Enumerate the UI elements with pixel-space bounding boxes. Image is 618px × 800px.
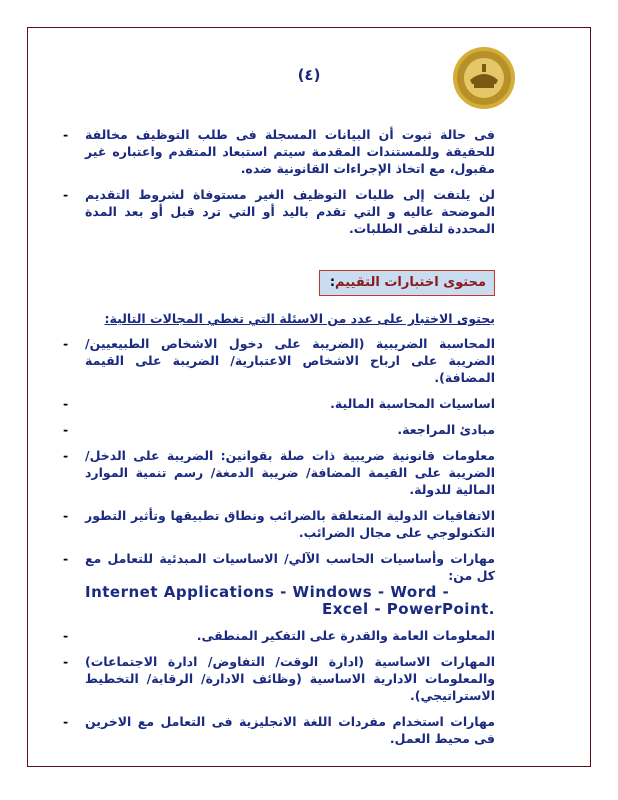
- section-heading: [319, 270, 495, 296]
- list-item-text: الاتفاقيات الدولية المتعلقة بالضرائب ونطاق تطبيقها وتأثير التطور التكنولوجي على مجال الضرائب.: [85, 508, 495, 540]
- list-item-text: مبادئ المراجعة.: [397, 422, 495, 437]
- bullet: -: [63, 714, 69, 729]
- list-item-text: المحاسبة الضريبية (الضريبة على دخول الاشخاص الطبيعيين/ الضريبة على ارباح الاشخاص الاعتبارية/ الضريبة على القيمة المضافة).: [85, 336, 495, 385]
- bullet: -: [63, 336, 69, 351]
- software-list-line-2: Excel - PowerPoint.: [321, 600, 495, 618]
- bullet: -: [63, 654, 69, 669]
- list-item-computer-skills: [63, 550, 495, 618]
- list-item-text: اساسيات المحاسبة المالية.: [330, 396, 495, 411]
- list-item: [63, 335, 495, 386]
- paragraph: فى حالة ثبوت أن البيانات المسجلة فى طلب التوظيف مخالفة للحقيقة وللمستندات المقدمة سيتم استبعاد المتقدم واعتباره غير مقبول، مع اتخاذ الإجراءات القانونية ضده.: [85, 127, 495, 176]
- bullet: -: [63, 448, 69, 463]
- bullet: -: [63, 508, 69, 523]
- list-item-text: معلومات قانونية ضريبية ذات صلة بقوانين: الضريبة على الدخل/ الضريبة على القيمة المضافة/ ضريبة الدمغة/ رسم تنمية الموارد المالية للدولة.: [85, 448, 495, 497]
- list-item: [63, 395, 495, 412]
- document-body: [63, 126, 495, 756]
- list-item: [63, 421, 495, 438]
- paragraph: لن يلتفت إلى طلبات التوظيف الغير مستوفاة لشروط التقديم الموضحة عاليه و التي تقدم باليد أو التي ترد قبل أو بعد المدة المحددة لتلقى الطلبات.: [85, 187, 495, 236]
- bullet: -: [63, 422, 69, 437]
- list-item: [63, 653, 495, 704]
- list-item: [63, 713, 495, 747]
- list-item-text: مهارات وأساسيات الحاسب الآلي/ الاساسيات المبدئية للتعامل مع كل من:: [85, 551, 495, 583]
- section-intro: يحتوى الاختبار على عدد من الاسئلة التي تغطي المجالات التالية:: [104, 311, 495, 326]
- bullet: -: [63, 396, 69, 411]
- list-item: [63, 186, 495, 237]
- list-item-text: مهارات استخدام مفردات اللغة الانجليزية فى التعامل مع الاخرين فى محيط العمل.: [85, 714, 495, 746]
- list-item-text: المهارات الاساسية (ادارة الوقت/ التفاوض/ ادارة الاجتماعات) والمعلومات الادارية الاساسية (وظائف الادارة/ الرقابة/ التخطيط الاستراتيجي).: [85, 654, 495, 703]
- list-item: [63, 507, 495, 541]
- software-list-line-1: Internet Applications - Windows - Word -: [85, 583, 450, 601]
- bullet: -: [63, 551, 69, 566]
- page-number: (٤): [297, 66, 321, 84]
- list-item: [63, 447, 495, 498]
- bullet: -: [63, 127, 69, 142]
- heading-colon: :: [329, 275, 336, 290]
- bullet: -: [63, 628, 69, 643]
- section-heading-text: محتوى اختبارات التقييم: [335, 275, 486, 290]
- list-item-text: المعلومات العامة والقدرة على التفكير المنطقى.: [196, 628, 495, 643]
- bullet: -: [63, 187, 69, 202]
- list-item: [63, 627, 495, 644]
- list-item: [63, 126, 495, 177]
